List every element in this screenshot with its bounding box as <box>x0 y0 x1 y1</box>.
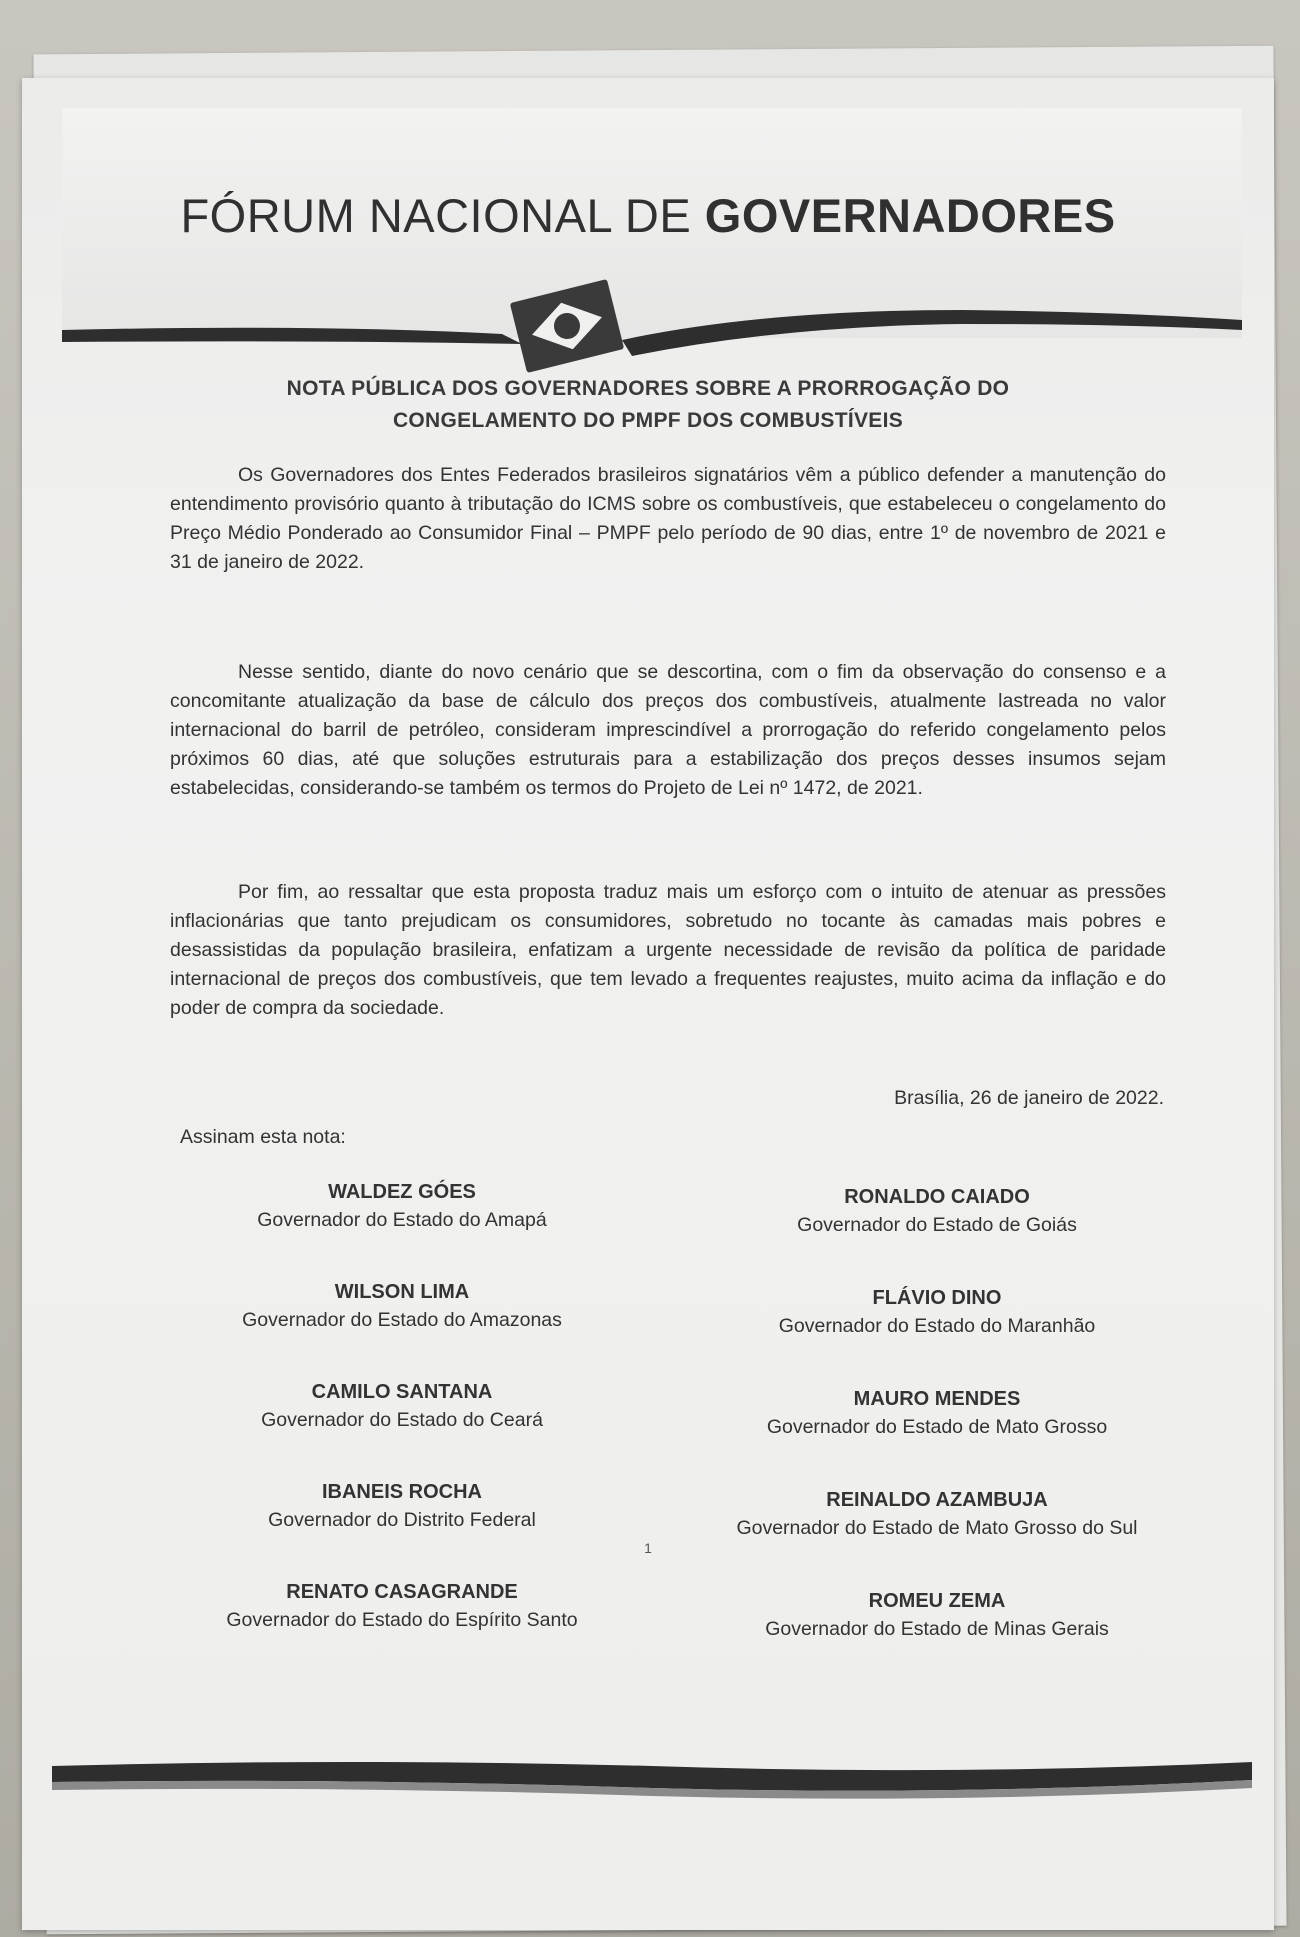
paragraph-text: Os Governadores dos Entes Federados brasileiros signatários vêm a público defender a manutenção do entendimento provisório quanto à tributação do ICMS sobre os combustíveis, que estabeleceu o congelamento do Preço Médio Ponderado ao Consumidor Final – PMPF pelo período de 90 dias, entre 1º de novembro de 2021 e 31 de janeiro de 2022. <box>170 464 1166 573</box>
signatory-name: WALDEZ GÓES <box>328 1181 476 1203</box>
brazil-flag-icon <box>510 279 624 373</box>
signatory-name: IBANEIS ROCHA <box>321 1481 482 1503</box>
paragraph-2 <box>170 658 1166 803</box>
signatory-role: Governador do Estado de Mato Grosso <box>766 1416 1108 1438</box>
signatory-right-2 <box>687 1284 1187 1340</box>
signatory-right-4 <box>687 1486 1187 1542</box>
signatory-name: RONALDO CAIADO <box>844 1186 1030 1208</box>
signatory-left-1 <box>152 1178 652 1234</box>
forum-title <box>22 188 1274 243</box>
document-title-line1: NOTA PÚBLICA DOS GOVERNADORES SOBRE A PRORROGAÇÃO DO <box>286 377 1010 400</box>
signatory-name: REINALDO AZAMBUJA <box>826 1489 1048 1511</box>
signatory-left-5 <box>152 1578 652 1634</box>
signatory-role: Governador do Estado de Minas Gerais <box>765 1618 1109 1640</box>
signatory-role: Governador do Estado do Ceará <box>261 1409 543 1431</box>
forum-title-light: FÓRUM NACIONAL DE <box>180 189 705 242</box>
signatory-right-5 <box>687 1587 1187 1643</box>
signatory-role: Governador do Distrito Federal <box>268 1509 536 1531</box>
page-number: 1 <box>644 1540 652 1556</box>
paragraph-1 <box>170 461 1166 577</box>
signatory-role: Governador do Estado do Amazonas <box>242 1309 562 1331</box>
signatory-left-4 <box>152 1478 652 1534</box>
paragraph-text: Nesse sentido, diante do novo cenário que se descortina, com o fim da observação do consenso e a concomitante atualização da base de cálculo dos preços dos combustíveis, atualmente lastreada no valor internacional do barril de petróleo, consideram imprescindível a prorrogação do referido congelamento pelos próximos 60 dias, até que soluções estruturais para a estabilização dos preços desses insumos sejam estabelecidas, considerando-se também os termos do Projeto de Lei nº 1472, de 2021. <box>170 661 1166 799</box>
document-title-line2: CONGELAMENTO DO PMPF DOS COMBUSTÍVEIS <box>392 409 904 432</box>
paragraph-text: Por fim, ao ressaltar que esta proposta traduz mais um esforço com o intuito de atenuar as pressões inflacionárias que tanto prejudicam os consumidores, sobretudo no tocante às camadas mais pobres e desassistidas da população brasileira, enfatizam a urgente necessidade de revisão da política de paridade internacional de preços dos combustíveis, que tem levado a frequentes reajustes, muito acima da inflação e do poder de compra da sociedade. <box>170 881 1166 1019</box>
paragraph-3 <box>170 878 1166 1023</box>
signatures-intro: Assinam esta nota: <box>180 1126 346 1148</box>
signatory-name: WILSON LIMA <box>334 1281 470 1303</box>
signatory-name: ROMEU ZEMA <box>868 1590 1006 1612</box>
header-divider <box>62 248 1242 388</box>
footer-divider <box>52 1748 1252 1838</box>
document-title <box>22 373 1274 437</box>
forum-title-bold: GOVERNADORES <box>704 189 1116 242</box>
signatory-name: MAURO MENDES <box>853 1388 1021 1410</box>
signatory-left-2 <box>152 1278 652 1334</box>
signatory-name: FLÁVIO DINO <box>872 1287 1002 1309</box>
signatory-right-1 <box>687 1183 1187 1239</box>
signatory-name: RENATO CASAGRANDE <box>286 1581 518 1603</box>
signatory-name: CAMILO SANTANA <box>311 1381 493 1403</box>
signatory-role: Governador do Estado do Espírito Santo <box>226 1609 578 1631</box>
signatory-role: Governador do Estado do Maranhão <box>778 1315 1096 1337</box>
document-page <box>22 78 1274 1930</box>
signatory-role: Governador do Estado de Goiás <box>797 1214 1077 1236</box>
signatory-role: Governador do Estado do Amapá <box>257 1209 547 1231</box>
signatory-right-3 <box>687 1385 1187 1441</box>
signatory-left-3 <box>152 1378 652 1434</box>
signatory-role: Governador do Estado de Mato Grosso do Sul <box>736 1517 1138 1539</box>
document-date: Brasília, 26 de janeiro de 2022. <box>894 1087 1164 1109</box>
